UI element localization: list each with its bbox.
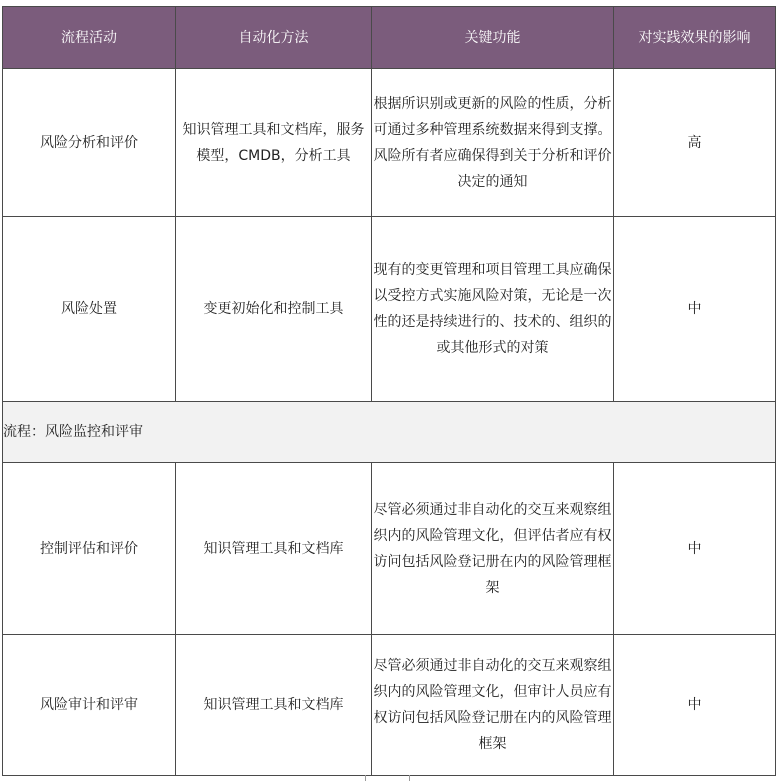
impact-cell: 中 <box>614 463 776 635</box>
activity-cell: 风险分析和评价 <box>3 69 176 217</box>
header-method: 自动化方法 <box>176 7 372 69</box>
method-cell: 知识管理工具和文档库，服务模型，CMDB，分析工具 <box>176 69 372 217</box>
section-label: 流程：风险监控和评审 <box>3 402 776 463</box>
header-impact: 对实践效果的影响 <box>614 7 776 69</box>
activity-cell: 控制评估和评价 <box>3 463 176 635</box>
function-cell: 尽管必须通过非自动化的交互来观察组织内的风险管理文化，但评估者应有权访问包括风险登记册在内的风险管理框架 <box>372 463 614 635</box>
divider-mark <box>409 775 410 781</box>
section-row <box>3 402 776 463</box>
method-cell: 知识管理工具和文档库 <box>176 463 372 635</box>
impact-cell: 高 <box>614 69 776 217</box>
method-cell: 知识管理工具和文档库 <box>176 635 372 776</box>
function-cell: 根据所识别或更新的风险的性质，分析可通过多种管理系统数据来得到支撑。风险所有者应确保得到关于分析和评价决定的通知 <box>372 69 614 217</box>
impact-cell: 中 <box>614 635 776 776</box>
table-row <box>3 69 776 217</box>
function-cell: 现有的变更管理和项目管理工具应确保以受控方式实施风险对策，无论是一次性的还是持续进行的、技术的、组织的或其他形式的对策 <box>372 217 614 402</box>
method-cell: 变更初始化和控制工具 <box>176 217 372 402</box>
function-cell: 尽管必须通过非自动化的交互来观察组织内的风险管理文化，但审计人员应有权访问包括风险登记册在内的风险管理框架 <box>372 635 614 776</box>
table-row <box>3 463 776 635</box>
impact-cell: 中 <box>614 217 776 402</box>
activity-cell: 风险处置 <box>3 217 176 402</box>
header-function: 关键功能 <box>372 7 614 69</box>
header-row <box>3 7 776 69</box>
table-row <box>3 217 776 402</box>
activity-cell: 风险审计和评审 <box>3 635 176 776</box>
divider-mark <box>365 775 366 781</box>
table-row <box>3 635 776 776</box>
header-activity: 流程活动 <box>3 7 176 69</box>
automation-table <box>2 6 776 776</box>
